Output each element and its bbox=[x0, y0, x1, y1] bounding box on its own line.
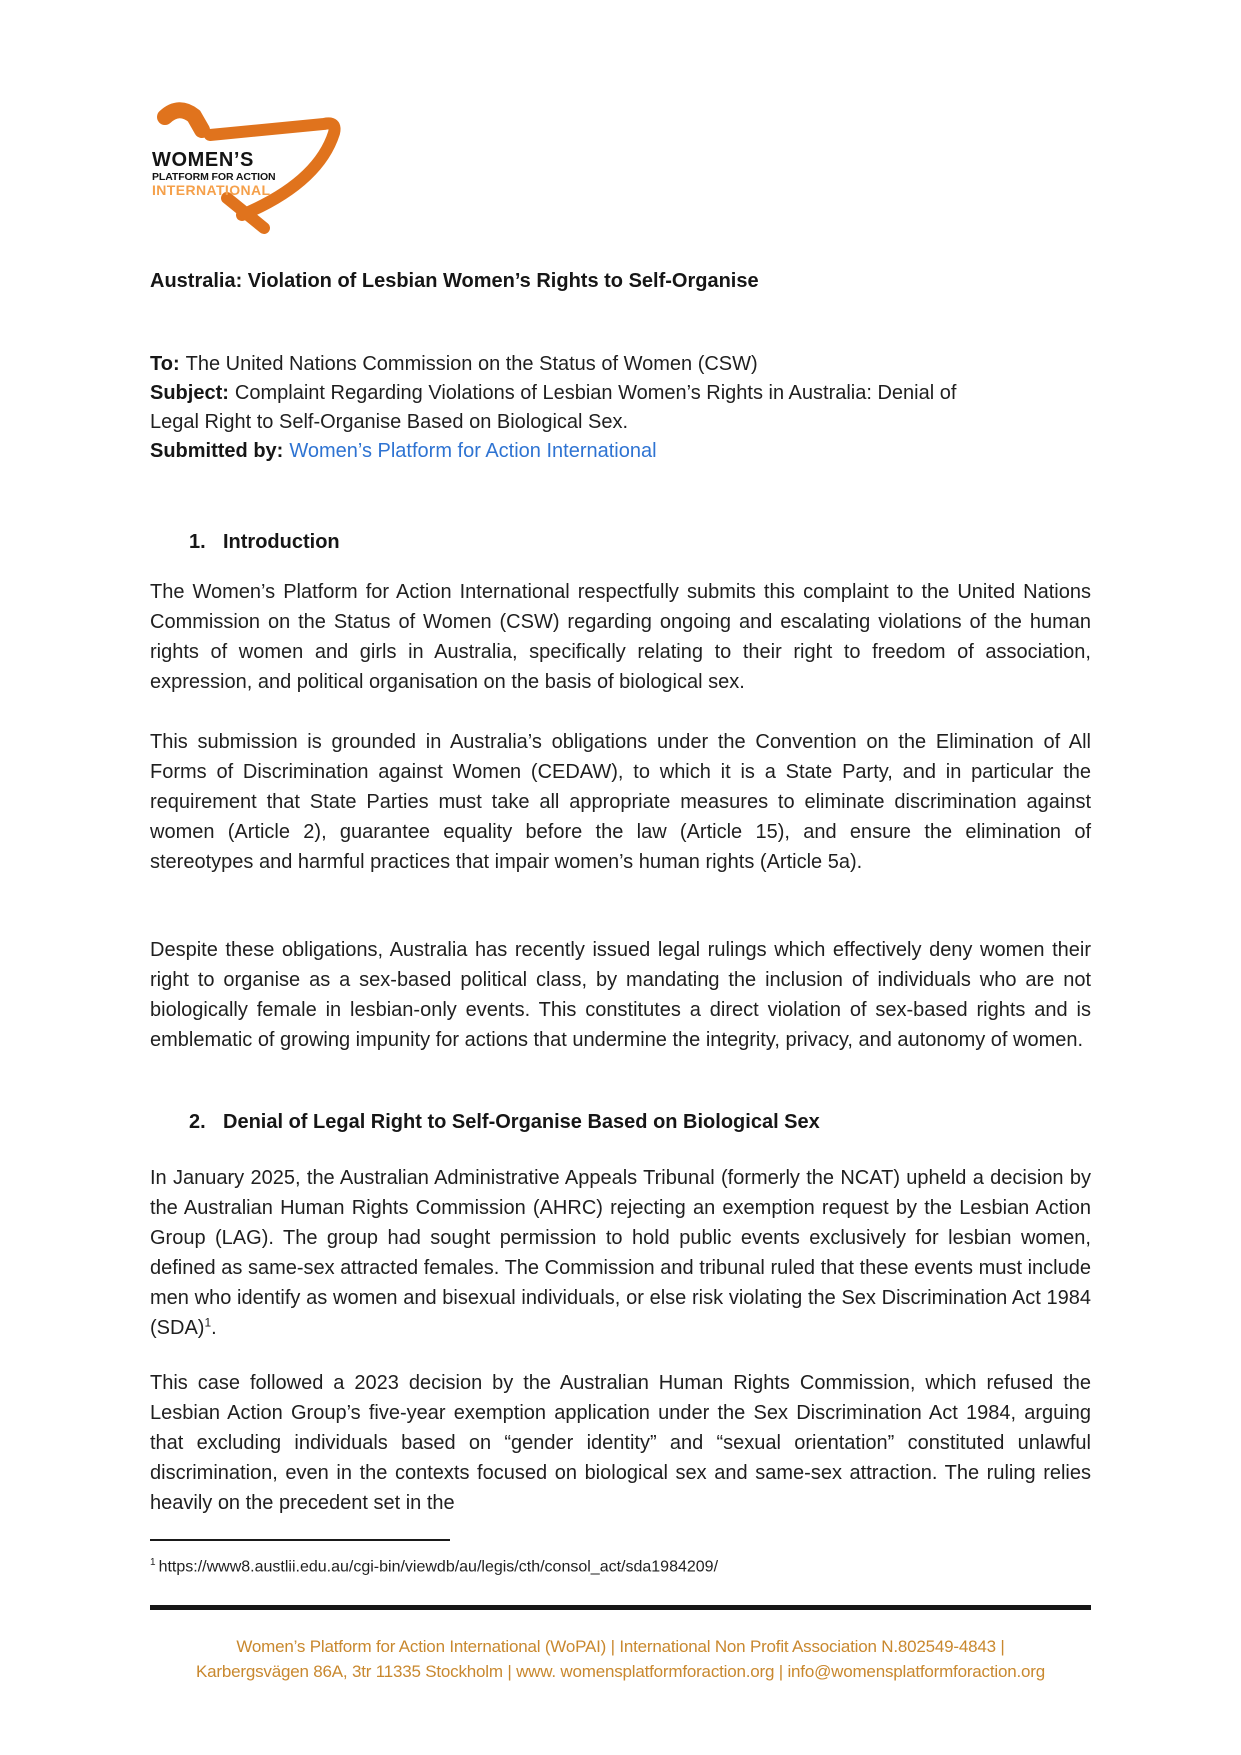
page-footer bbox=[150, 1634, 1091, 1684]
footnote bbox=[150, 1557, 1091, 1576]
footer-divider bbox=[150, 1605, 1091, 1610]
footnote-marker: 1 bbox=[150, 1557, 156, 1568]
footnote-reference[interactable]: 1 bbox=[204, 1315, 212, 1330]
footer-line-2: Karbergsvägen 86A, 3tr 11335 Stockholm | www. womensplatformforaction.org | info@womensplatformforaction.org bbox=[196, 1662, 1045, 1681]
document-title: Australia: Violation of Lesbian Women’s Rights to Self-Organise bbox=[150, 270, 759, 292]
paragraph-4-period: . bbox=[211, 1317, 217, 1339]
footer-line-1: Women’s Platform for Action International (WoPAI) | International Non Profit Association N.802549-4843 | bbox=[236, 1637, 1005, 1656]
paragraph-1: The Women’s Platform for Action International respectfully submits this complaint to the United Nations Commission on the Status of Women (CSW) regarding ongoing and escalating violations of the human rights of women and girls in Australia, specifically relating to their right to freedom of association, expression, and political organisation on the basis of biological sex. bbox=[150, 581, 1091, 693]
subject-row-line1 bbox=[150, 379, 1091, 408]
section-2-number: 2. bbox=[189, 1111, 206, 1133]
logo-wordmark-line2: PLATFORM FOR ACTION bbox=[152, 171, 276, 183]
to-row bbox=[150, 350, 1091, 379]
subject-value-line2: Legal Right to Self-Organise Based on Biological Sex. bbox=[150, 411, 629, 433]
section-2-heading bbox=[189, 1111, 1091, 1134]
footnote-separator bbox=[150, 1539, 450, 1541]
to-value: The United Nations Commission on the Status of Women (CSW) bbox=[185, 353, 758, 375]
organisation-logo bbox=[135, 85, 360, 235]
paragraph-4-text: In January 2025, the Australian Administrative Appeals Tribunal (formerly the NCAT) upheld a decision by the Australian Human Rights Commission (AHRC) rejecting an exemption request by the Lesbian Action Group (LAG). The group had sought permission to hold public events exclusively for lesbian women, defined as same-sex attracted females. The Commission and tribunal ruled that these events must include men who identify as women and bisexual individuals, or else risk violating the Sex Discrimination Act 1984 (SDA) bbox=[150, 1167, 1091, 1339]
submitted-by-label: Submitted by: bbox=[150, 440, 284, 462]
subject-row-line2 bbox=[150, 408, 1091, 437]
paragraph-5: This case followed a 2023 decision by the Australian Human Rights Commission, which refused the Lesbian Action Group’s five-year exemption application under the Sex Discrimination Act 1984, arguing that excluding individuals based on “gender identity” and “sexual orientation” constituted unlawful discrimination, even in the contexts focused on biological sex and same-sex attraction. The ruling relies heavily on the precedent set in the bbox=[150, 1372, 1091, 1514]
submitted-by-row bbox=[150, 437, 1091, 466]
section-1-heading bbox=[189, 531, 1091, 554]
footnote-url[interactable]: https://www8.austlii.edu.au/cgi-bin/viewdb/au/legis/cth/consol_act/sda1984209/ bbox=[158, 1558, 719, 1576]
paragraph-2: This submission is grounded in Australia’s obligations under the Convention on the Elimination of All Forms of Discrimination against Women (CEDAW), to which it is a State Party, and in particular the requirement that State Parties must take all appropriate measures to eliminate discrimination against women (Article 2), guarantee equality before the law (Article 15), and ensure the elimination of stereotypes and harmful practices that impair women’s human rights (Article 5a). bbox=[150, 731, 1091, 873]
logo-wordmark-line3: INTERNATIONAL bbox=[152, 182, 271, 198]
section-2-heading-text: Denial of Legal Right to Self-Organise Based on Biological Sex bbox=[223, 1111, 820, 1133]
subject-label: Subject: bbox=[150, 382, 229, 404]
section-1-number: 1. bbox=[189, 531, 206, 553]
paragraph-3: Despite these obligations, Australia has recently issued legal rulings which effectively deny women their right to organise as a sex-based political class, by mandating the inclusion of individuals who are not biologically female in lesbian-only events. This constitutes a direct violation of sex-based rights and is emblematic of growing impunity for actions that undermine the integrity, privacy, and autonomy of women. bbox=[150, 939, 1091, 1051]
submitted-by-link[interactable]: Women’s Platform for Action International bbox=[289, 440, 657, 462]
subject-value-line1: Complaint Regarding Violations of Lesbian Women’s Rights in Australia: Denial of bbox=[234, 382, 957, 404]
document-meta bbox=[150, 350, 1091, 466]
logo-wordmark-line1: WOMEN’S bbox=[152, 149, 254, 171]
paragraph-4 bbox=[150, 1163, 1091, 1343]
to-label: To: bbox=[150, 353, 180, 375]
section-1-heading-text: Introduction bbox=[223, 531, 340, 553]
